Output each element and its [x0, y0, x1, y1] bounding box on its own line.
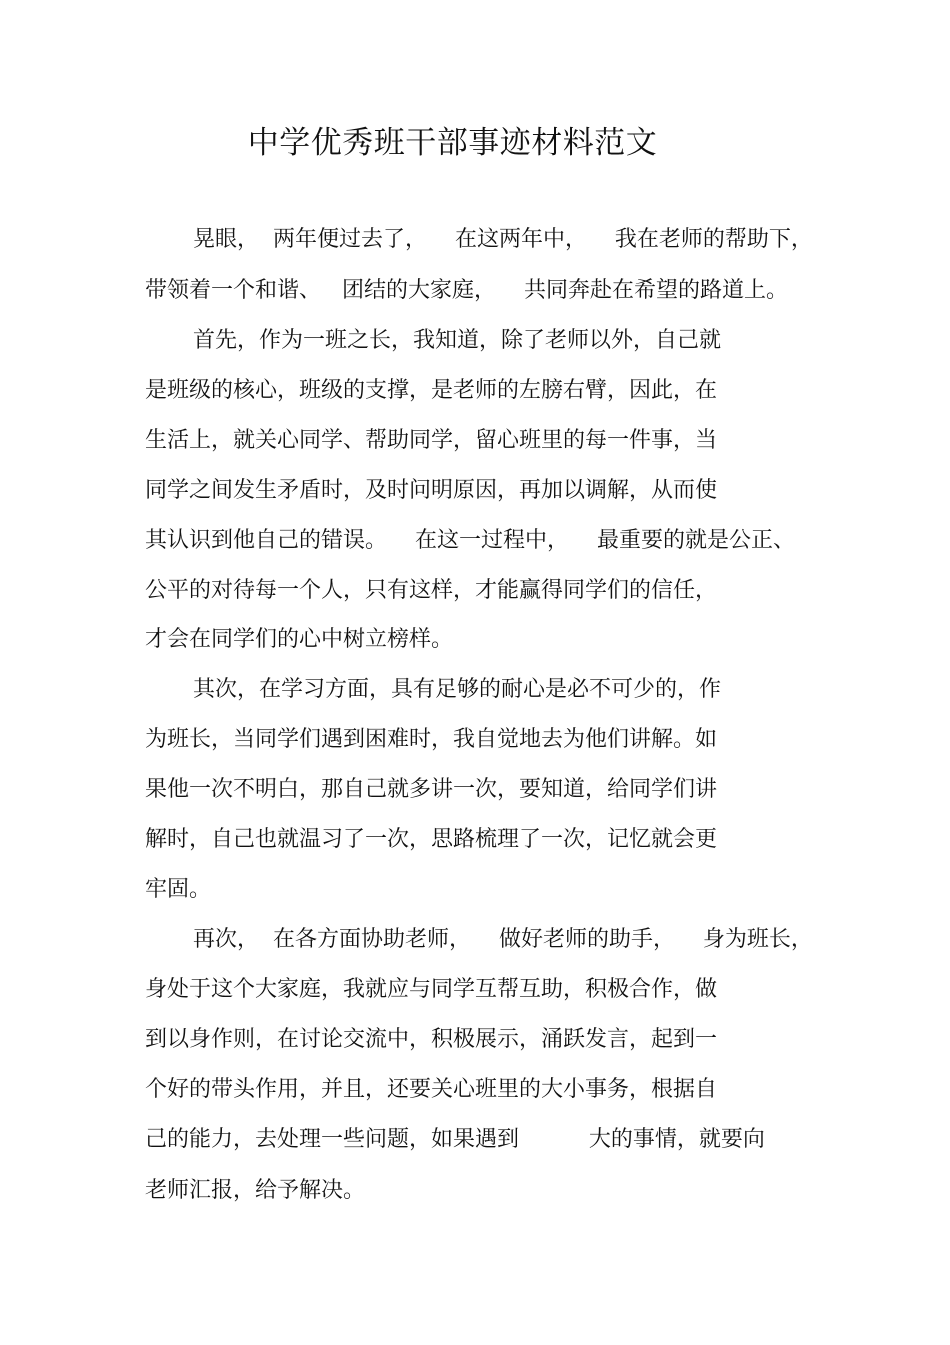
paragraph-2-line-7: 才会在同学们的心中树立榜样。 — [145, 627, 454, 652]
paragraph-1-line-1: 晃眼， 两年便过去了， 在这两年中， 我在老师的帮助下， — [193, 227, 813, 252]
paragraph-2-line-3: 生活上，就关心同学、帮助同学，留心班里的每一件事，当 — [145, 428, 718, 453]
paragraph-3-line-4: 解时，自己也就温习了一次，思路梳理了一次，记忆就会更 — [145, 827, 718, 852]
paragraph-4-line-6: 老师汇报，给予解决。 — [145, 1178, 366, 1203]
paragraph-3-line-1: 其次，在学习方面，具有足够的耐心是必不可少的，作 — [193, 677, 722, 702]
paragraph-4-line-2: 身处于这个大家庭，我就应与同学互帮互助，积极合作，做 — [145, 977, 718, 1002]
paragraph-1-line-2: 带领着一个和谐、 团结的大家庭， 共同奔赴在希望的路道上。 — [145, 278, 788, 303]
paragraph-2-line-2: 是班级的核心，班级的支撑，是老师的左膀右臂，因此，在 — [145, 378, 718, 403]
document-title: 中学优秀班干部事迹材料范文 — [247, 125, 658, 161]
paragraph-2-line-5: 其认识到他自己的错误。 在这一过程中， 最重要的就是公正、 — [145, 528, 795, 553]
paragraph-4-line-4: 个好的带头作用，并且，还要关心班里的大小事务，根据自 — [145, 1077, 718, 1102]
paragraph-4-line-5: 己的能力，去处理一些问题，如果遇到 大的事情，就要向 — [145, 1127, 765, 1152]
paragraph-3-line-3: 果他一次不明白，那自己就多讲一次，要知道，给同学们讲 — [145, 777, 718, 802]
paragraph-3-line-5: 牢固。 — [145, 877, 212, 902]
paragraph-4-line-1: 再次， 在各方面协助老师， 做好老师的助手， 身为班长， — [193, 927, 813, 952]
paragraph-2-line-1: 首先，作为一班之长，我知道，除了老师以外，自己就 — [193, 328, 722, 353]
paragraph-3-line-2: 为班长，当同学们遇到困难时，我自觉地去为他们讲解。如 — [145, 727, 718, 752]
paragraph-2-line-4: 同学之间发生矛盾时，及时问明原因，再加以调解，从而使 — [145, 478, 718, 503]
paragraph-2-line-6: 公平的对待每一个人，只有这样，才能赢得同学们的信任， — [145, 578, 718, 603]
paragraph-4-line-3: 到以身作则，在讨论交流中，积极展示，涌跃发言，起到一 — [145, 1027, 718, 1052]
